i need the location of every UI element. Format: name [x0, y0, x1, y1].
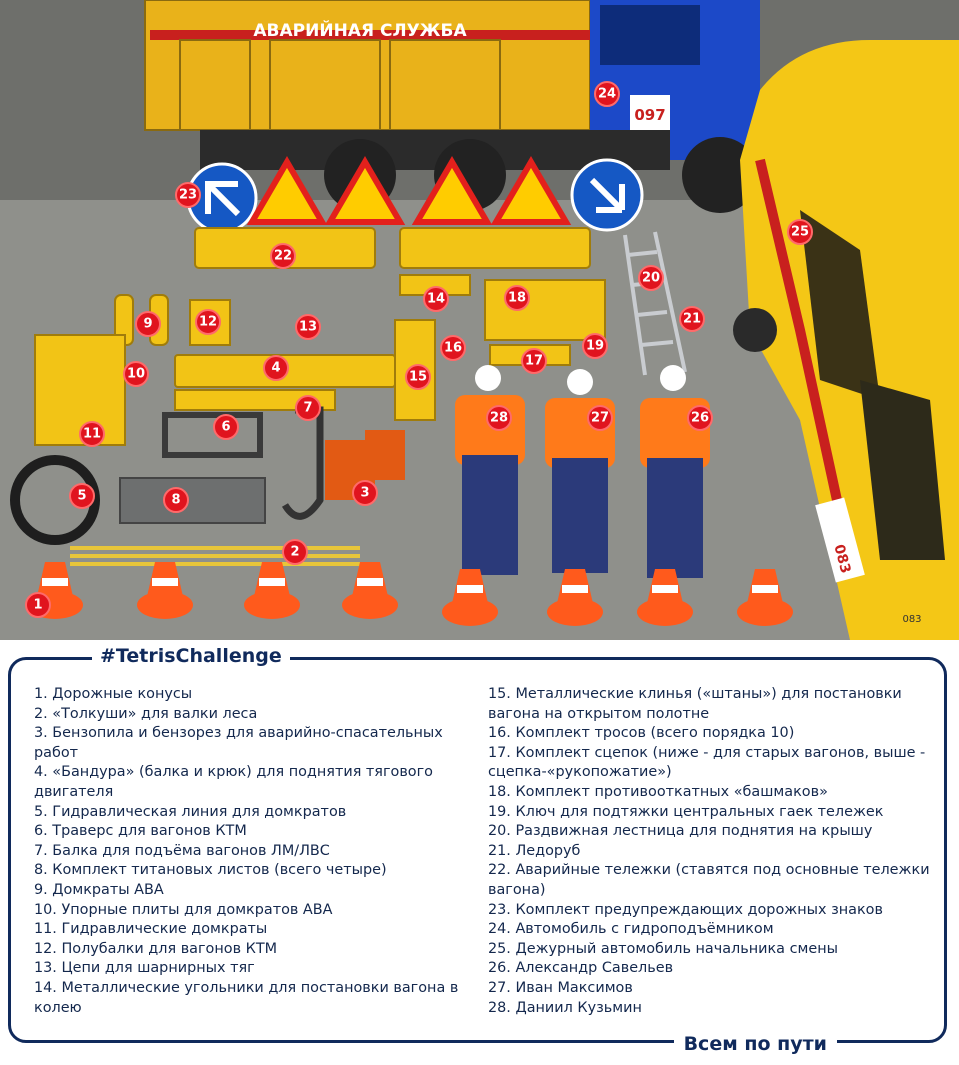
number-marker — [26, 593, 50, 617]
number-marker-label: 12 — [198, 314, 218, 330]
number-marker — [296, 396, 320, 420]
number-marker — [264, 356, 288, 380]
truck-sign: АВАРИЙНАЯ СЛУЖБА — [253, 21, 467, 41]
number-marker-label: 11 — [82, 426, 102, 442]
truck-plate: 097 — [634, 106, 666, 124]
number-marker — [164, 488, 188, 512]
legend-item: 13. Цепи для шарнирных тяг — [34, 960, 255, 977]
number-marker-label: 27 — [590, 410, 610, 426]
legend-item: 25. Дежурный автомобиль начальника смены — [488, 940, 838, 957]
number-marker-label: 23 — [178, 187, 198, 203]
number-marker — [639, 266, 663, 290]
number-marker-label: 17 — [524, 353, 544, 369]
van-plate: 083 — [830, 542, 854, 576]
number-marker — [441, 336, 465, 360]
number-marker-label: 26 — [690, 410, 710, 426]
legend-item: 11. Гидравлические домкраты — [34, 921, 268, 938]
legend-item: 18. Комплект противооткатных «башмаков» — [488, 783, 828, 800]
number-marker — [406, 365, 430, 389]
legend-column-right — [488, 685, 933, 1018]
number-marker — [788, 220, 812, 244]
number-marker — [80, 422, 104, 446]
number-marker-label: 15 — [408, 369, 428, 385]
number-marker-label: 7 — [303, 400, 313, 416]
legend-item: 1. Дорожные конусы — [34, 686, 193, 702]
legend-item: 27. Иван Максимов — [488, 979, 633, 996]
number-marker — [588, 406, 612, 430]
hashtag-title: #TetrisChallenge — [92, 644, 290, 668]
number-marker — [522, 349, 546, 373]
number-marker-label: 22 — [273, 248, 293, 264]
number-marker — [487, 406, 511, 430]
number-marker-label: 21 — [682, 311, 702, 327]
legend-item: 9. Домкраты АВА — [34, 881, 164, 898]
legend-item: 21. Ледоруб — [488, 842, 581, 859]
legend-item: 4. «Бандура» (балка и крюк) для поднятия тягового двигателя — [34, 764, 433, 800]
legend-item: 12. Полубалки для вагонов КТМ — [34, 940, 278, 957]
number-marker — [296, 315, 320, 339]
legend-item: 22. Аварийные тележки (ставятся под основные тележки вагона) — [488, 862, 930, 898]
number-marker-label: 13 — [298, 319, 318, 335]
number-marker — [595, 82, 619, 106]
number-marker-label: 25 — [790, 224, 810, 240]
legend-item: 5. Гидравлическая линия для домкратов — [34, 803, 347, 820]
number-marker — [196, 310, 220, 334]
legend-item: 2. «Толкуши» для валки леса — [34, 705, 258, 722]
number-marker — [505, 286, 529, 310]
number-marker-label: 16 — [443, 340, 463, 356]
number-marker — [424, 287, 448, 311]
legend-item: 26. Александр Савельев — [488, 960, 674, 977]
number-marker — [70, 484, 94, 508]
number-marker — [353, 481, 377, 505]
number-marker-label: 24 — [597, 86, 617, 102]
number-marker-label: 5 — [77, 488, 87, 504]
number-marker-label: 28 — [489, 410, 509, 426]
legend-item: 17. Комплект сцепок (ниже - для старых вагонов, выше - сцепка-«рукопожатие») — [488, 744, 926, 781]
legend-item: 23. Комплект предупреждающих дорожных знаков — [488, 901, 883, 918]
legend-item: 16. Комплект тросов (всего порядка 10) — [488, 725, 795, 742]
number-marker-label: 10 — [126, 366, 146, 382]
number-marker-label: 4 — [271, 360, 281, 376]
number-marker-label: 19 — [585, 338, 605, 354]
legend-column-left — [34, 685, 474, 1018]
number-marker — [136, 312, 160, 336]
footer-tagline: Всем по пути — [674, 1032, 837, 1056]
number-marker — [583, 334, 607, 358]
number-marker — [680, 307, 704, 331]
legend-item: 3. Бензопила и бензорез для аварийно-спасательных работ — [34, 725, 443, 761]
number-marker — [214, 415, 238, 439]
legend-item: 8. Комплект титановых листов (всего четыре) — [34, 862, 387, 879]
number-marker-label: 18 — [507, 290, 527, 306]
number-marker — [283, 540, 307, 564]
legend-item: 24. Автомобиль с гидроподъёмником — [488, 921, 774, 938]
number-marker-label: 20 — [641, 270, 661, 286]
number-marker-label: 1 — [33, 597, 43, 613]
number-marker — [271, 244, 295, 268]
legend-item: 6. Траверс для вагонов КТМ — [34, 823, 247, 840]
number-marker — [688, 406, 712, 430]
legend-item: 28. Даниил Кузьмин — [488, 999, 642, 1016]
legend-item: 20. Раздвижная лестница для поднятия на крышу — [488, 823, 873, 840]
number-marker-label: 8 — [171, 492, 181, 508]
number-marker-label: 2 — [290, 544, 300, 560]
legend-item: 7. Балка для подъёма вагонов ЛМ/ЛВС — [34, 842, 330, 859]
number-marker — [124, 362, 148, 386]
number-marker-label: 3 — [360, 485, 370, 501]
number-marker — [176, 183, 200, 207]
legend-item: 10. Упорные плиты для домкратов АВА — [34, 901, 333, 918]
number-marker-label: 14 — [426, 291, 446, 307]
number-marker-label: 9 — [143, 316, 153, 332]
legend-item: 14. Металлические угольники для постановки вагона в колею — [34, 979, 459, 1016]
legend-item: 15. Металлические клинья («штаны») для постановки вагона на открытом полотне — [488, 686, 902, 722]
legend-item: 19. Ключ для подтяжки центральных гаек тележек — [488, 803, 884, 820]
van-plate-small: 083 — [902, 614, 922, 625]
number-marker-label: 6 — [221, 419, 231, 435]
